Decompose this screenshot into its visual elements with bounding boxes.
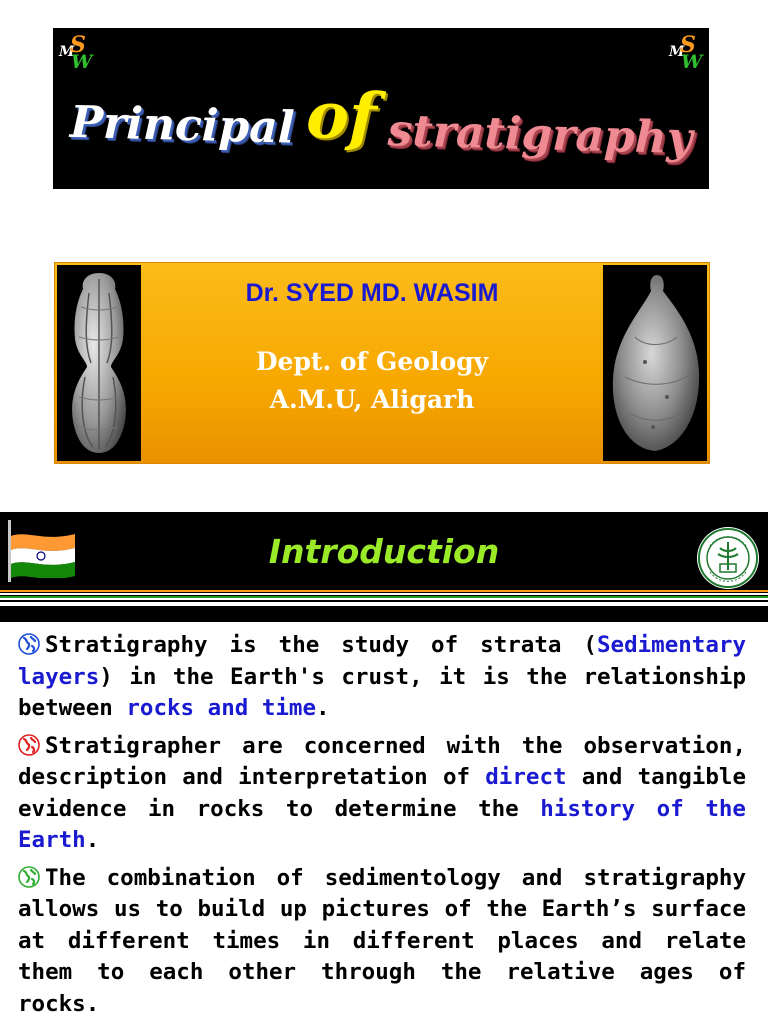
bullet-text: .: [316, 695, 330, 721]
msw-logo-left: M S W: [59, 32, 93, 73]
bullet-text: and tangible evidence in rocks to determine the: [18, 764, 746, 822]
highlighted-term: history of the Earth: [18, 795, 746, 853]
author-institution: A.M.U, Aligarh: [269, 385, 475, 414]
highlighted-term: Sedimentary layers: [18, 632, 746, 690]
green-stripe: [0, 596, 768, 598]
title-word-principal: Principal: [69, 96, 296, 154]
fossil-image-right: [603, 265, 707, 461]
intro-header: [0, 512, 768, 596]
globe-red-icon: [18, 734, 40, 756]
header-underbar: [0, 606, 768, 622]
saffron-stripe: [0, 590, 768, 592]
slide-title: [53, 77, 709, 189]
bullet-text: Stratigrapher are concerned with the observation, description and interpretation of: [18, 732, 746, 790]
fossil-image-left: [57, 265, 141, 461]
section-heading: Introduction: [268, 532, 500, 571]
bullet-text: The combination of sedimentology and stratigraphy allows us to build up pictures of the Earth’s surface at different times in different places and relate them to each other through the relative ages of rocks.: [18, 864, 746, 1017]
title-word-of: of: [305, 78, 378, 155]
white-stripe: [0, 593, 768, 595]
author-department: Dept. of Geology: [255, 347, 489, 376]
bullet-list: [18, 630, 746, 1024]
highlighted-term: direct: [485, 764, 567, 790]
msw-logo-right: M S W: [669, 32, 703, 73]
divider-line: [0, 600, 768, 602]
university-seal-icon: [696, 526, 760, 590]
bullet-item: [18, 863, 746, 1021]
author-name: Dr. SYED MD. WASIM: [245, 279, 499, 307]
bullet-text: ) in the Earth's crust, it is the relationship between: [18, 663, 746, 721]
globe-green-icon: [18, 866, 40, 888]
bullet-text: .: [85, 827, 100, 853]
title-word-stratigraphy: stratigraphy: [387, 105, 693, 165]
title-banner: [53, 28, 709, 189]
bullet-item: [18, 630, 746, 725]
author-panel: [54, 262, 710, 464]
globe-blue-icon: [18, 633, 40, 655]
bullet-text: Stratigraphy is the study of strata (: [45, 632, 597, 658]
highlighted-term: rocks and time: [126, 695, 317, 721]
bullet-item: [18, 731, 746, 857]
